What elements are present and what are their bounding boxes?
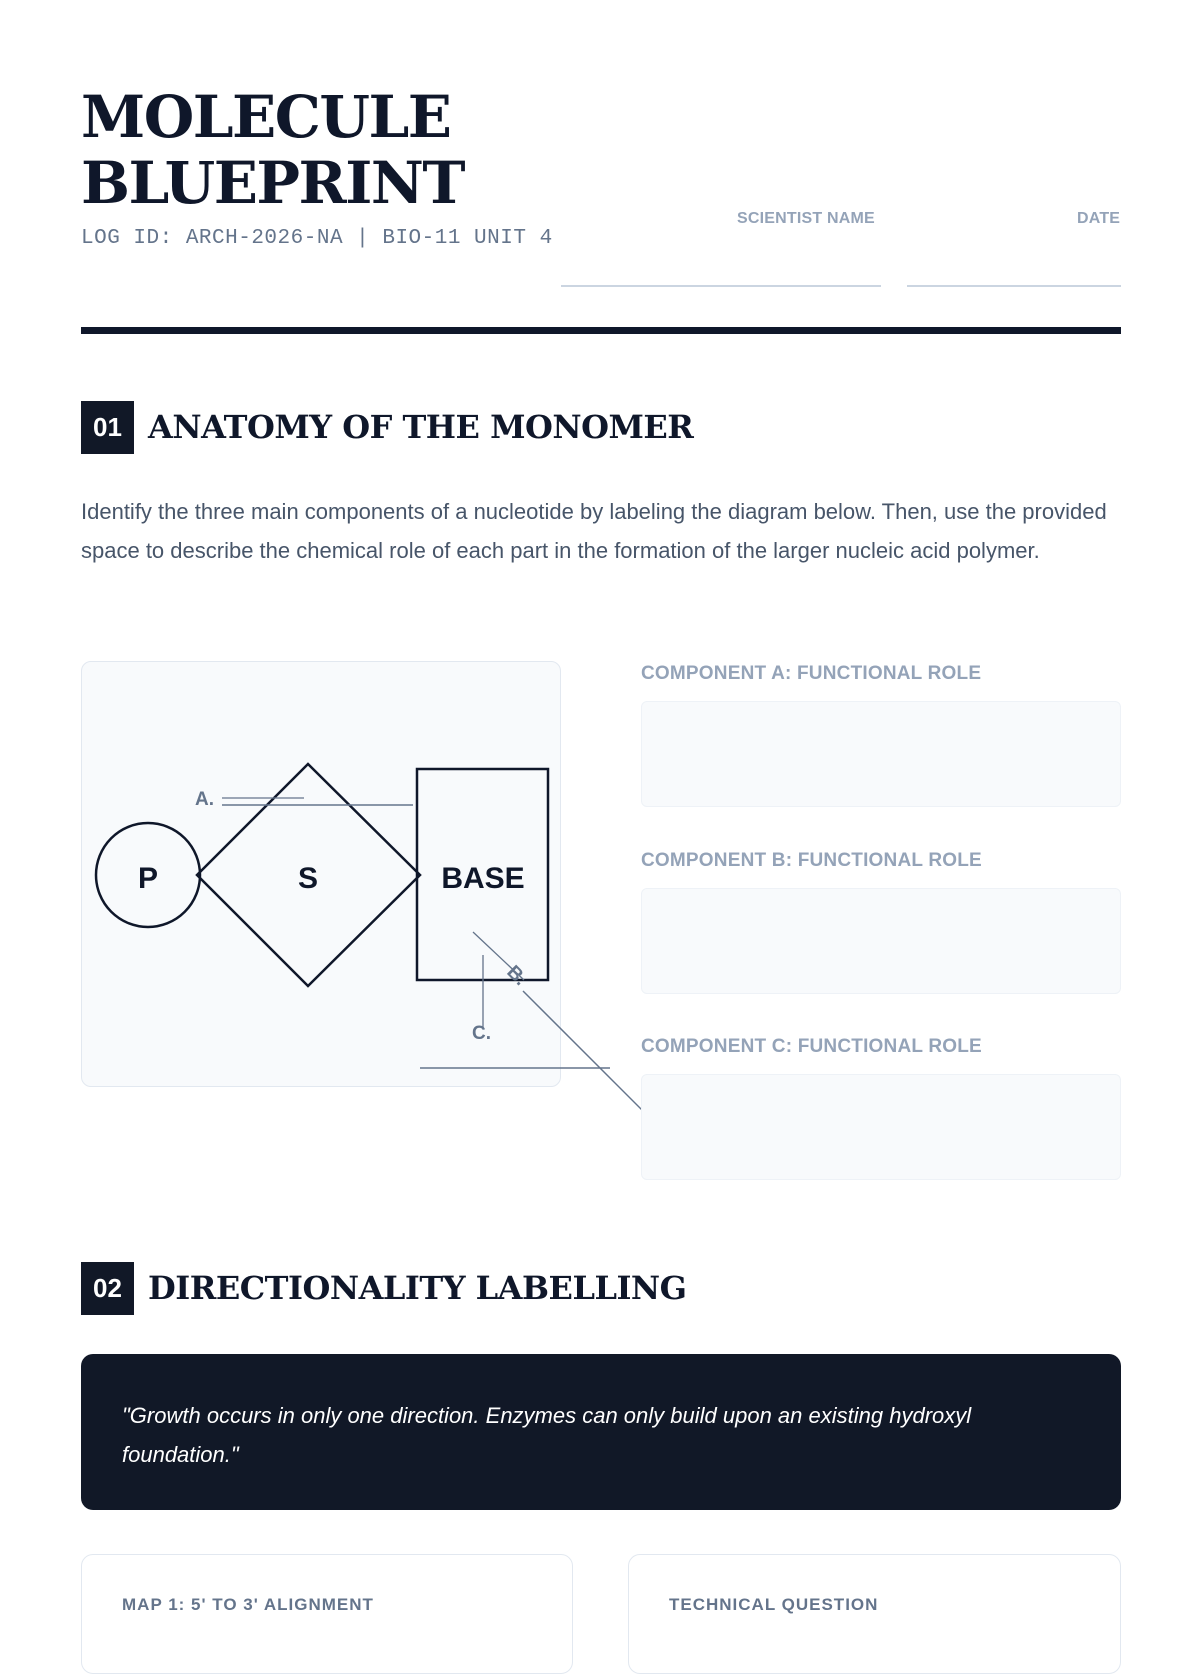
header-divider — [81, 327, 1121, 334]
log-id: LOG ID: ARCH-2026-NA | BIO-11 UNIT 4 — [81, 227, 553, 250]
worksheet-page — [81, 0, 1121, 1614]
section-title-anatomy: ANATOMY OF THE MONOMER — [148, 408, 694, 446]
component-a-answer-box[interactable] — [641, 701, 1121, 807]
technical-question-card — [628, 1554, 1121, 1674]
section-title-directionality: DIRECTIONALITY LABELLING — [148, 1269, 687, 1307]
technical-question-title: TECHNICAL QUESTION — [669, 1595, 879, 1614]
component-c-label: COMPONENT C: FUNCTIONAL ROLE — [641, 1036, 982, 1057]
date-field[interactable] — [907, 285, 1121, 287]
map-card-title: MAP 1: 5' TO 3' ALIGNMENT — [122, 1595, 374, 1614]
map-card — [81, 1554, 573, 1674]
label-c: C. — [472, 1023, 491, 1044]
scientist-name-field[interactable] — [561, 285, 881, 287]
label-b-answer-line — [523, 991, 658, 1126]
section-intro: Identify the three main components of a nucleotide by labeling the diagram below. Then, use the provided space to describe the chemical role of each part in the formation of the larger nucleic acid polymer. — [81, 499, 1107, 563]
title-line-2: BLUEPRINT — [81, 149, 465, 217]
section-number-01: 01 — [81, 401, 134, 454]
label-a: A. — [195, 789, 214, 810]
component-a-label: COMPONENT A: FUNCTIONAL ROLE — [641, 663, 982, 684]
scientist-name-label: SCIENTIST NAME — [737, 210, 875, 227]
label-b: B. — [502, 961, 531, 990]
component-b-label: COMPONENT B: FUNCTIONAL ROLE — [641, 850, 982, 871]
date-label: DATE — [1077, 210, 1121, 227]
title-line-1: MOLECULE — [81, 83, 451, 151]
component-c-answer-box[interactable] — [641, 1074, 1121, 1180]
section-number-02: 02 — [81, 1262, 134, 1315]
page-title — [81, 84, 641, 216]
base-label: BASE — [441, 862, 525, 895]
nucleotide-diagram — [81, 661, 561, 1087]
sugar-label: S — [297, 862, 319, 895]
component-b-answer-box[interactable] — [641, 888, 1121, 994]
quote-callout: "Growth occurs in only one direction. Enzymes can only build upon an existing hydroxyl foundation." — [81, 1354, 1121, 1510]
phosphate-label: P — [137, 862, 159, 895]
nucleotide-diagram-svg — [82, 662, 682, 1142]
